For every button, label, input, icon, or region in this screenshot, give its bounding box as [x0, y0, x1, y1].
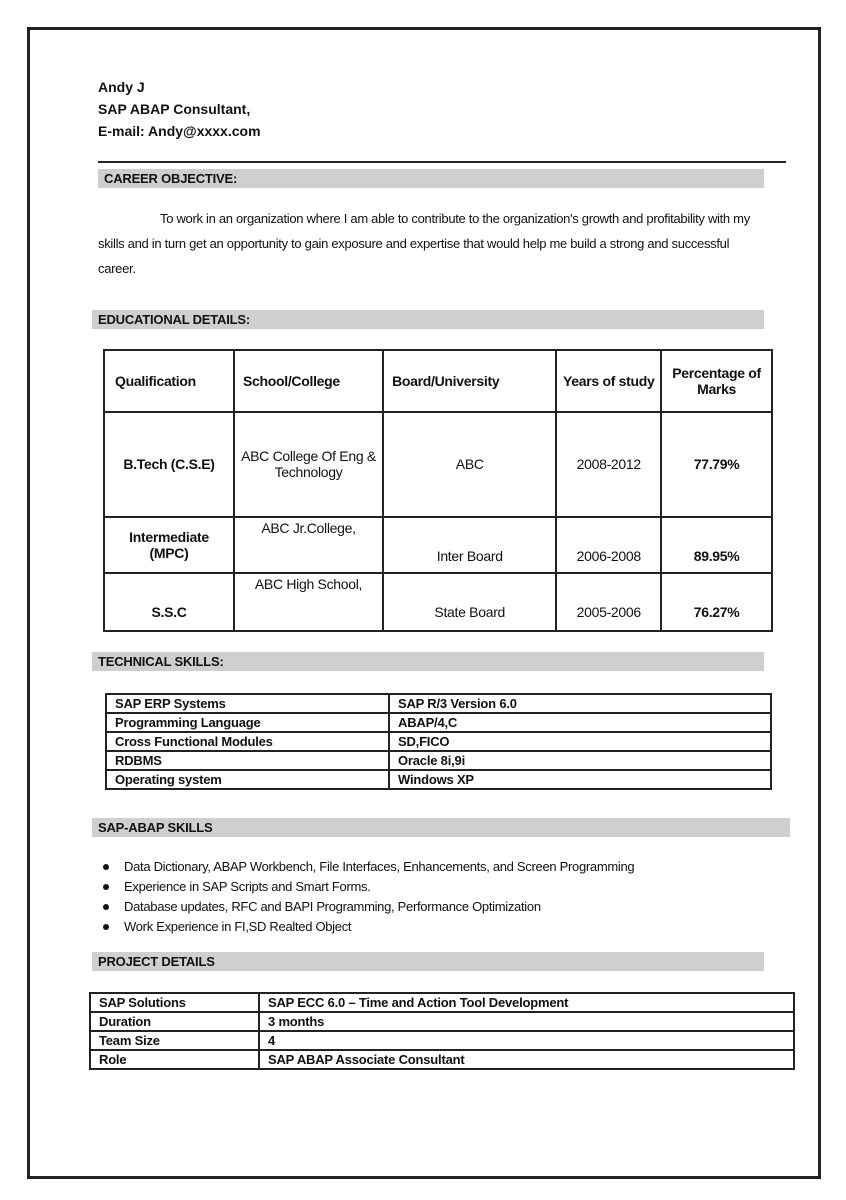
- table-row: [106, 694, 771, 713]
- table-row: [106, 713, 771, 732]
- project-label: Role: [90, 1050, 259, 1069]
- candidate-email: E-mail: Andy@xxxx.com: [98, 123, 261, 139]
- project-value: SAP ECC 6.0 – Time and Action Tool Development: [259, 993, 794, 1012]
- technical-skills-table: [105, 693, 772, 790]
- cell-board: ABC: [383, 412, 556, 516]
- section-heading-educational-details: EDUCATIONAL DETAILS:: [92, 310, 764, 329]
- column-header-percentage: Percentage of Marks: [661, 350, 772, 412]
- cell-school: ABC College Of Eng & Technology: [234, 412, 383, 516]
- section-heading-technical-skills: TECHNICAL SKILLS:: [92, 652, 764, 671]
- table-header-row: [104, 350, 772, 412]
- cell-board: State Board: [383, 573, 556, 631]
- list-item: Database updates, RFC and BAPI Programming, Performance Optimization: [124, 897, 634, 917]
- project-label: SAP Solutions: [90, 993, 259, 1012]
- section-heading-project-details: PROJECT DETAILS: [92, 952, 764, 971]
- candidate-name: Andy J: [98, 79, 145, 95]
- skill-label: Programming Language: [106, 713, 389, 732]
- section-heading-career-objective: CAREER OBJECTIVE:: [98, 169, 764, 188]
- career-objective-text: [98, 206, 770, 281]
- project-value: SAP ABAP Associate Consultant: [259, 1050, 794, 1069]
- skill-label: Cross Functional Modules: [106, 732, 389, 751]
- table-row: [106, 732, 771, 751]
- cell-qualification: B.Tech (C.S.E): [104, 412, 234, 516]
- table-row: [90, 1012, 794, 1031]
- table-row: [104, 412, 772, 516]
- project-label: Team Size: [90, 1031, 259, 1050]
- cell-years: 2005-2006: [556, 573, 661, 631]
- project-value: 3 months: [259, 1012, 794, 1031]
- project-label: Duration: [90, 1012, 259, 1031]
- cell-percentage: 76.27%: [661, 573, 772, 631]
- table-row: [104, 573, 772, 631]
- sap-abap-skills-list: [100, 857, 634, 937]
- skill-value: SD,FICO: [389, 732, 771, 751]
- skill-label: SAP ERP Systems: [106, 694, 389, 713]
- candidate-role: SAP ABAP Consultant,: [98, 101, 251, 117]
- resume-header: [98, 76, 261, 142]
- cell-percentage: 77.79%: [661, 412, 772, 516]
- cell-qualification: S.S.C: [104, 573, 234, 631]
- list-item: Experience in SAP Scripts and Smart Forms.: [124, 877, 634, 897]
- skill-value: SAP R/3 Version 6.0: [389, 694, 771, 713]
- project-value: 4: [259, 1031, 794, 1050]
- skill-value: Oracle 8i,9i: [389, 751, 771, 770]
- section-heading-sap-abap-skills: SAP-ABAP SKILLS: [92, 818, 790, 837]
- cell-years: 2006-2008: [556, 517, 661, 573]
- header-divider: [98, 161, 786, 163]
- list-item: Work Experience in FI,SD Realted Object: [124, 917, 634, 937]
- table-row: [90, 993, 794, 1012]
- column-header-qualification: Qualification: [104, 350, 234, 412]
- table-row: [90, 1050, 794, 1069]
- list-item: Data Dictionary, ABAP Workbench, File Interfaces, Enhancements, and Screen Programming: [124, 857, 634, 877]
- skill-label: RDBMS: [106, 751, 389, 770]
- cell-qualification: Intermediate (MPC): [104, 517, 234, 573]
- table-row: [106, 770, 771, 789]
- table-row: [90, 1031, 794, 1050]
- cell-school: ABC High School,: [234, 573, 383, 631]
- cell-school: ABC Jr.College,: [234, 517, 383, 573]
- cell-percentage: 89.95%: [661, 517, 772, 573]
- skill-label: Operating system: [106, 770, 389, 789]
- education-table: [103, 349, 773, 632]
- skill-value: ABAP/4,C: [389, 713, 771, 732]
- skill-value: Windows XP: [389, 770, 771, 789]
- table-row: [104, 517, 772, 573]
- column-header-board: Board/University: [383, 350, 556, 412]
- column-header-school: School/College: [234, 350, 383, 412]
- cell-years: 2008-2012: [556, 412, 661, 516]
- table-row: [106, 751, 771, 770]
- career-objective-body: To work in an organization where I am able to contribute to the organization's growth and profitability with my skills and in turn get an opportunity to gain exposure and expertise that would help me build a strong and successful career.: [98, 211, 750, 276]
- column-header-years: Years of study: [556, 350, 661, 412]
- project-details-table: [89, 992, 795, 1070]
- cell-board: Inter Board: [383, 517, 556, 573]
